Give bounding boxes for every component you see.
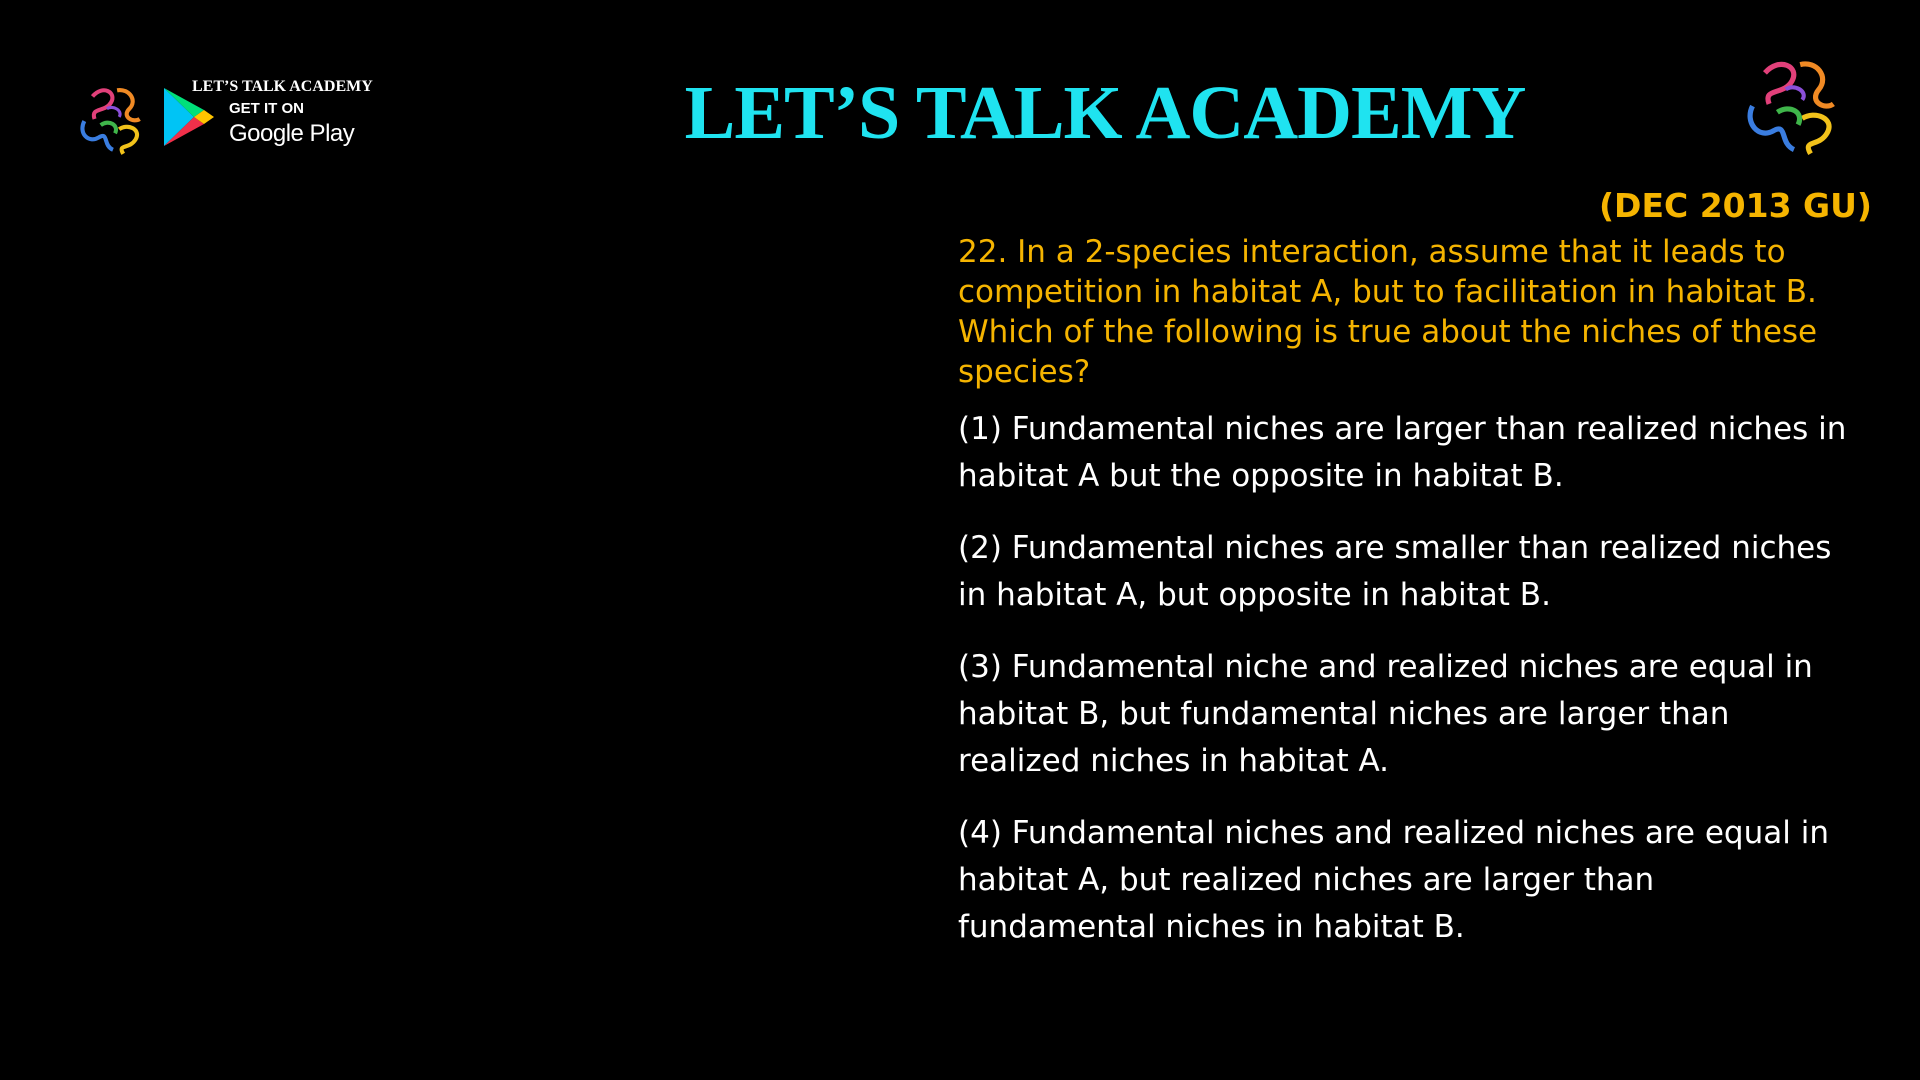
badge-academy-name: LET’S TALK ACADEMY — [192, 78, 373, 95]
page-title: LET’S TALK ACADEMY — [684, 71, 1526, 155]
option-1: (1) Fundamental niches are larger than realized niches in habitat A but the opposite in habitat B. — [958, 411, 1847, 494]
badge-get-it-on: GET IT ON — [229, 100, 304, 117]
answer-options — [958, 406, 1858, 976]
option-2: (2) Fundamental niches are smaller than realized niches in habitat A, but opposite in habitat B. — [958, 530, 1832, 613]
exam-tag: (DEC 2013 GU) — [1598, 186, 1872, 225]
badge-store-name: Google Play — [229, 120, 355, 147]
option-3: (3) Fundamental niche and realized niches are equal in habitat B, but fundamental niches are larger than realized niches in habitat A. — [958, 649, 1813, 779]
option-4: (4) Fundamental niches and realized niches are equal in habitat A, but realized niches are larger than fundamental niches in habitat B. — [958, 815, 1829, 945]
question-text: 22. In a 2-species interaction, assume that it leads to competition in habitat A, but to facilitation in habitat B. Which of the following is true about the niches of these species? — [958, 234, 1818, 390]
protein-structure-logo-icon — [1738, 48, 1852, 162]
